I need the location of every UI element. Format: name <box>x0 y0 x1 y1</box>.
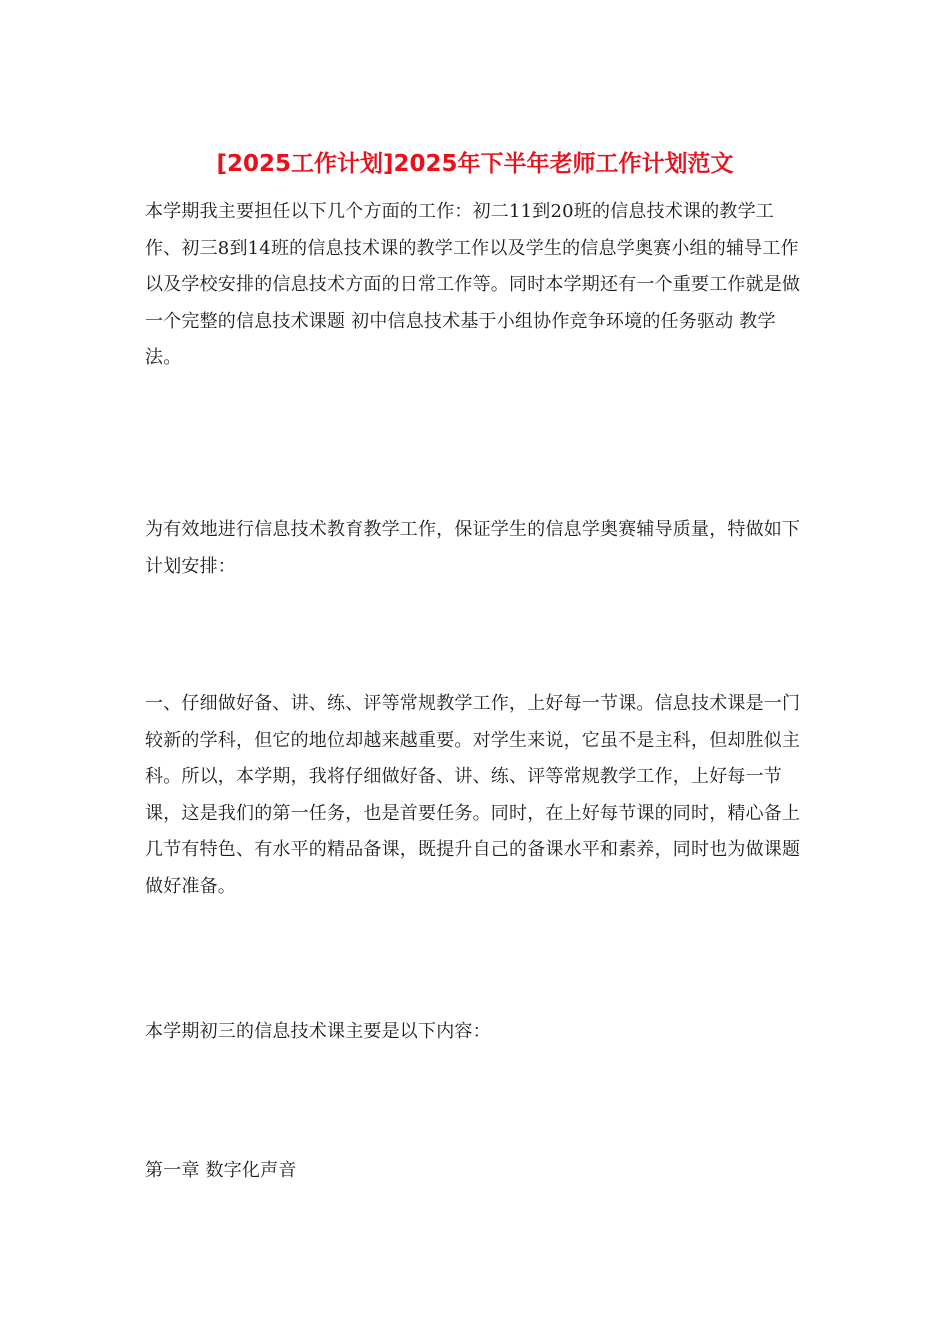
paragraph-chapter-one: 第一章 数字化声音 <box>145 1160 297 1181</box>
paragraph-plan-intro: 为有效地进行信息技术教育教学工作，保证学生的信息学奥赛辅导质量，特做如下计划安排： <box>145 519 801 577</box>
paragraph-section-one: 一、仔细做好备、讲、练、评等常规教学工作，上好每一节课。信息技术课是一门较新的学科，但它的地位却越来越重要。对学生来说，它虽不是主科，但却胜似主科。所以，本学期，我将仔细做好备、讲、练、评等常规教学工作，上好每一节课，这是我们的第一任务，也是首要任务。同时，在上好每节课的同时，精心备上几节有特色、有水平的精品备课，既提升自己的备课水平和素养，同时也为做课题做好准备。 <box>145 693 801 897</box>
paragraph-work-overview: 本学期我主要担任以下几个方面的工作：初二11到20班的信息技术课的教学工作、初三8到14班的信息技术课的教学工作以及学生的信息学奥赛小组的辅导工作以及学校安排的信息技术方面的日常工作等。同时本学期还有一个重要工作就是做一个完整的信息技术课题 初中信息技术基于小组协作竞争环境的任务驱动 教学法。 <box>145 201 801 368</box>
document-title: [2025工作计划]2025年下半年老师工作计划范文 <box>216 151 734 177</box>
paragraph-course-content: 本学期初三的信息技术课主要是以下内容： <box>145 1021 491 1042</box>
